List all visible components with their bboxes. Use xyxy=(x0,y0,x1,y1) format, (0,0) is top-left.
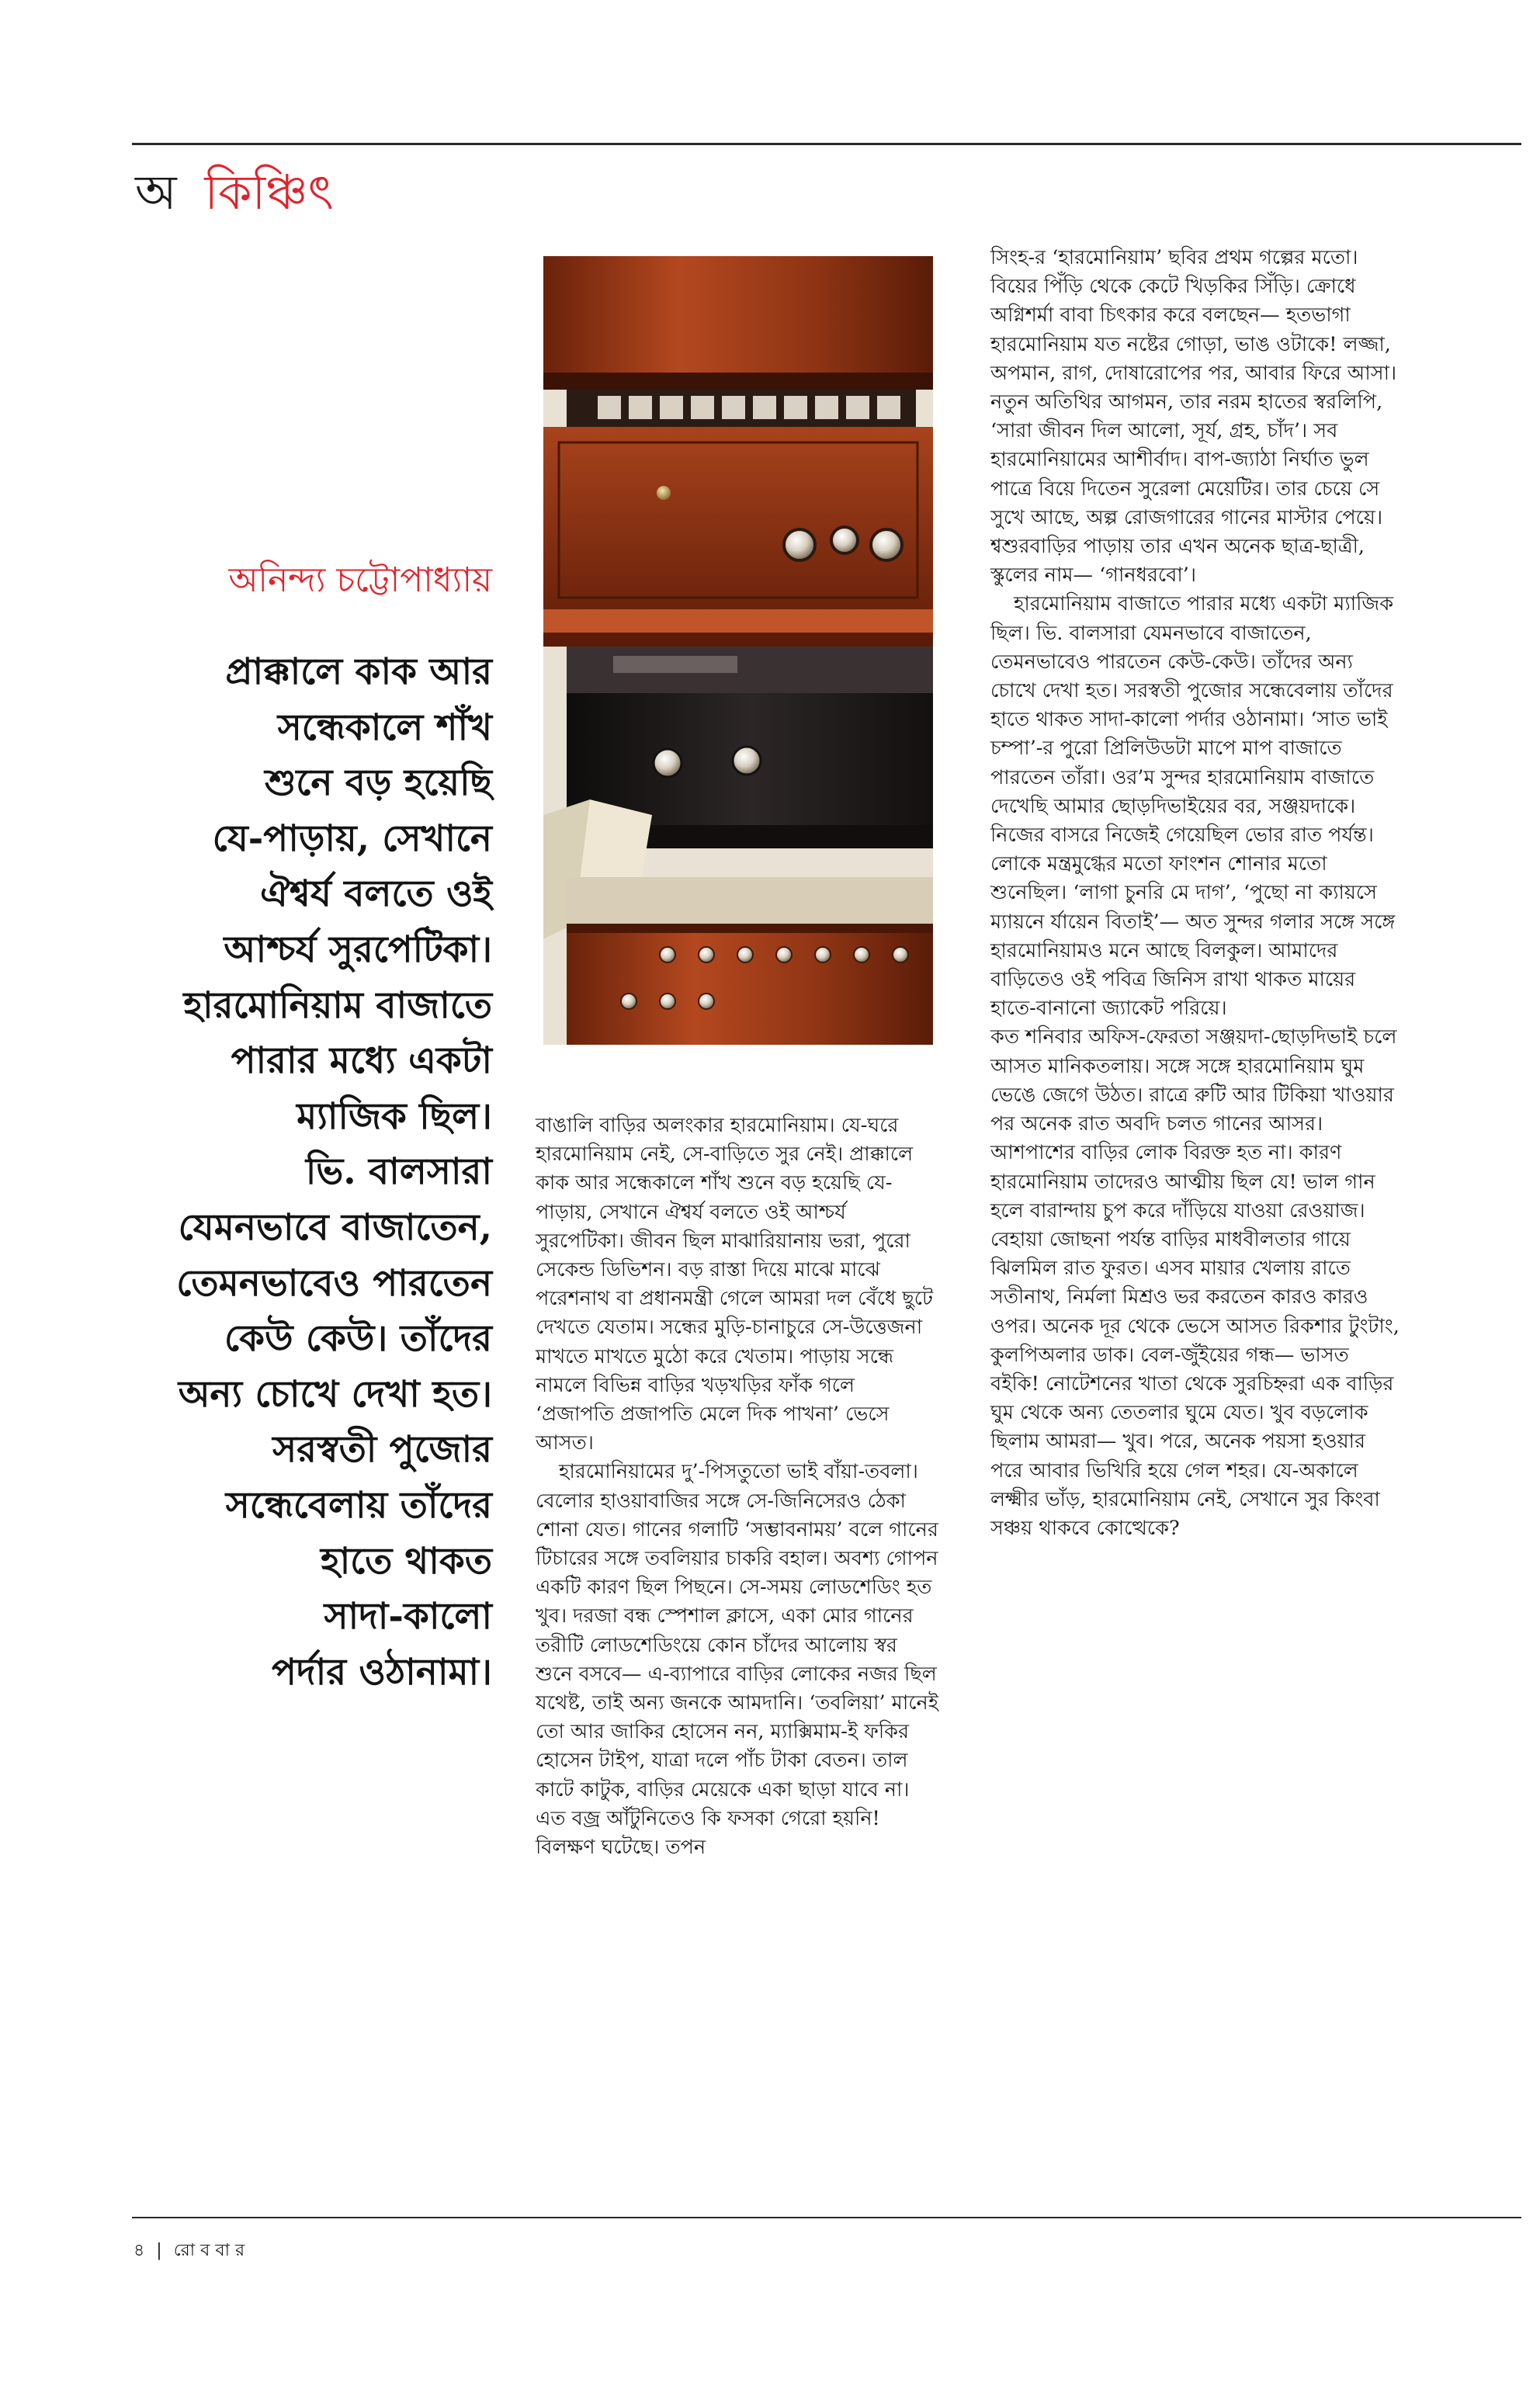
section-title xyxy=(135,166,334,219)
pull-quote-line: সাদা-কালো xyxy=(324,1595,492,1639)
footer-rule xyxy=(132,2217,1521,2218)
pull-quote-line: হারমোনিয়াম বাজাতে xyxy=(183,983,492,1027)
article-paragraph: হারমোনিয়াম বাজাতে পারার মধ্যে একটা ম্যাজিক ছিল। ভি. বালসারা যেমনভাবে বাজাতেন, তেমনভাবেও পারতেন কেউ-কেউ। তাঁদের অন্য চোখে দেখা হত। সরস্বতী পুজোর সন্ধেবেলায় তাঁদের হাতে থাকত সাদা-কালো পর্দার ওঠানামা। ‘সাত ভাই চম্পা’-র পুরো প্রিলিউডটা মাপে মাপ বাজাতে পারতেন তাঁরা। ওর’ম সুন্দর হারমোনিয়াম বাজাতে দেখেছি আমার ছোড়দিভাইয়ের বর, সঞ্জয়দাকে। নিজের বাসরে নিজেই গেয়েছিল ভোর রাত পর্যন্ত। লোকে মন্ত্রমুগ্ধের মতো ফাংশন শোনার মতো শুনেছিল। ‘লাগা চুনরি মে দাগ’, ‘পুছো না ক্যায়সে ম্যায়নে র্যায়েন বিতাই’— অত সুন্দর গলার সঙ্গে সঙ্গে হারমোনিয়ামও মনে আছে বিলকুল। আমাদের বাড়িতেও ওই পবিত্র জিনিস রাখা থাকত মায়ের হাতে-বানানো জ্যাকেট পরিয়ে। xyxy=(990,592,1396,1021)
pull-quote-line: সন্ধেবেলায় তাঁদের xyxy=(225,1483,492,1527)
pull-quote-line: সরস্বতী পুজোর xyxy=(272,1428,492,1472)
article-paragraph: সিংহ-র ‘হারমোনিয়াম’ ছবির প্রথম গল্পের মতো। বিয়ের পিঁড়ি থেকে কেটে খিড়কির সিঁড়ি। ক্রোধে অগ্নিশর্মা বাবা চিৎকার করে বলছেন— হতভাগা হারমোনিয়াম যত নষ্টের গোড়া, ভাঙ ওটাকে! লজ্জা, অপমান, রাগ, দোষারোপের পর, আবার ফিরে আসা। নতুন অতিথির আগমন, তার নরম হাতের স্বরলিপি, ‘সারা জীবন দিল আলো, সূর্য, গ্রহ, চাঁদ’। সব হারমোনিয়ামের আশীর্বাদ। বাপ-জ্যাঠা নির্ঘাত ভুল পাত্রে বিয়ে দিতেন সুরেলা মেয়েটির। তার চেয়ে সে সুখে আছে, অল্প রোজগারের গানের মাস্টার পেয়ে। শ্বশুরবাড়ির পাড়ায় তার এখন অনেক ছাত্র-ছাত্রী, স্কুলের নাম— ‘গানধরবো’। xyxy=(990,246,1397,588)
pull-quote-line: সন্ধেকালে শাঁখ xyxy=(277,706,492,749)
pull-quote-line: আশ্চর্য সুরপেটিকা। xyxy=(224,928,492,971)
page-footer xyxy=(134,2237,245,2266)
header-rule xyxy=(132,143,1521,145)
pull-quote-line: পর্দার ওঠানামা। xyxy=(271,1650,492,1694)
pull-quote-line: যে-পাড়ায়, সেখানে xyxy=(212,817,492,860)
harmonium-photo xyxy=(543,256,933,1045)
pull-quote-line: হাতে থাকত xyxy=(320,1539,492,1583)
pull-quote-line: পারার মধ্যে একটা xyxy=(231,1039,492,1083)
article-paragraph: বাঙালি বাড়ির অলংকার হারমোনিয়াম। যে-ঘরে হারমোনিয়াম নেই, সে-বাড়িতে সুর নেই। প্রাক্কালে কাক আর সন্ধেকালে শাঁখ শুনে বড় হয়েছি যে-পাড়ায়, সেখানে ঐশ্বর্য বলতে ওই আশ্চর্য সুরপেটিকা। জীবন ছিল মাঝারিয়ানায় ভরা, পুরো সেকেন্ড ডিভিশন। বড় রাস্তা দিয়ে মাঝে মাঝে পরেশনাথ বা প্রধানমন্ত্রী গেলে আমরা দল বেঁধে ছুটে দেখতে যেতাম। সন্ধের মুড়ি-চানাচুরে সে-উত্তেজনা মাখতে মাখতে মুঠো করে খেতাম। পাড়ায় সন্ধে নামলে বিভিন্ন বাড়ির খড়খড়ির ফাঁক গলে ‘প্রজাপতি প্রজাপতি মেলে দিক পাখনা’ ভেসে আসত। xyxy=(536,1114,933,1455)
pull-quote xyxy=(158,644,492,1700)
pull-quote-line: ঐশ্বর্য বলতে ওই xyxy=(260,872,492,916)
article-paragraph: কত শনিবার অফিস-ফেরতা সঞ্জয়দা-ছোড়দিভাই চলে আসত মানিকতলায়। সঙ্গে সঙ্গে হারমোনিয়াম ঘুম ভেঙে জেগে উঠত। রাত্রে রুটি আর টিকিয়া খাওয়ার পর অনেক রাত অবদি চলত গানের আসর। আশপাশের বাড়ির লোক বিরক্ত হত না। কারণ হারমোনিয়াম তাদেরও আত্মীয় ছিল যে! ভাল গান হলে বারান্দায় চুপ করে দাঁড়িয়ে যাওয়া রেওয়াজ। বেহায়া জোছনা পর্যন্ত বাড়ির মাধবীলতার গায়ে ঝিলমিল রাত ফুরত। এসব মায়ার খেলায় রাতে সতীনাথ, নির্মলা মিশ্রও ভর করতেন কারও কারও ওপর। অনেক দূর থেকে ভেসে আসত রিকশার টুংটাং, কুলপিঅলার ডাক। বেল-জুঁইয়ের গন্ধ— ভাসত বইকি! নোটেশনের খাতা থেকে সুরচিহ্নরা এক বাড়ির ঘুম থেকে অন্য তেতলার ঘুমে যেত। খুব বড়লোক ছিলাম আমরা— খুব। পরে, অনেক পয়সা হওয়ার পরে আবার ভিখিরি হয়ে গেল শহর। যে-অকালে লক্ষ্মীর ভাঁড়, হারমোনিয়াম নেই, সেখানে সুর কিংবা সঞ্চয় থাকবে কোত্থেকে? xyxy=(990,1025,1400,1540)
pull-quote-line: ম্যাজিক ছিল। xyxy=(297,1094,492,1138)
footer-separator: | xyxy=(156,2241,162,2260)
pull-quote-line: শুনে বড় হয়েছি xyxy=(264,761,492,805)
pull-quote-line: যেমনভাবে বাজাতেন, xyxy=(178,1205,492,1249)
pull-quote-line: তেমনভাবেও পারতেন xyxy=(176,1261,492,1305)
page-number: ৪ xyxy=(134,2241,145,2260)
pull-quote-line: অন্য চোখে দেখা হত। xyxy=(178,1372,492,1416)
publication-name: রো ব বা র xyxy=(173,2241,245,2260)
pull-quote-line: কেউ কেউ। তাঁদের xyxy=(224,1317,492,1361)
article-column-middle xyxy=(536,1112,939,1862)
article-column-right xyxy=(990,244,1403,1543)
pull-quote-line: প্রাক্কালে কাক আর xyxy=(225,650,492,693)
pull-quote-line: ভি. বালসারা xyxy=(305,1150,492,1194)
section-prefix: অ xyxy=(135,164,177,220)
article-paragraph: হারমোনিয়ামের দু’-পিসতুতো ভাই বাঁয়া-তবলা। বেলোর হাওয়াবাজির সঙ্গে সে-জিনিসেরও ঠেকা শোনা যেত। গানের গলাটি ‘সম্ভাবনাময়’ বলে গানের টিচারের সঙ্গে তবলিয়ার চাকরি বহাল। অবশ্য গোপন একটি কারণ ছিল পিছনে। সে-সময় লোডশেডিং হত খুব। দরজা বন্ধ স্পেশাল ক্লাসে, একা মোর গানের তরীটি লোডশেডিংয়ে কোন চাঁদের আলোয় স্বর শুনে বসবে— এ-ব্যাপারে বাড়ির লোকের নজর ছিল যথেষ্ট, তাই অন্য জনকে আমদানি। ‘তবলিয়া’ মানেই তো আর জাকির হোসেন নন, ম্যাক্সিমাম-ই ফকির হোসেন টাইপ, যাত্রা দলে পাঁচ টাকা বেতন। তাল কাটে কাটুক, বাড়ির মেয়েকে একা ছাড়া যাবে না। এত বজ্র আঁটুনিতেও কি ফসকা গেরো হয়নি! বিলক্ষণ ঘটেছে। তপন xyxy=(536,1460,938,1860)
author-byline: অনিন্দ্য চট্টোপাধ্যায় xyxy=(228,560,492,600)
section-name: কিঞ্চিৎ xyxy=(204,164,334,220)
